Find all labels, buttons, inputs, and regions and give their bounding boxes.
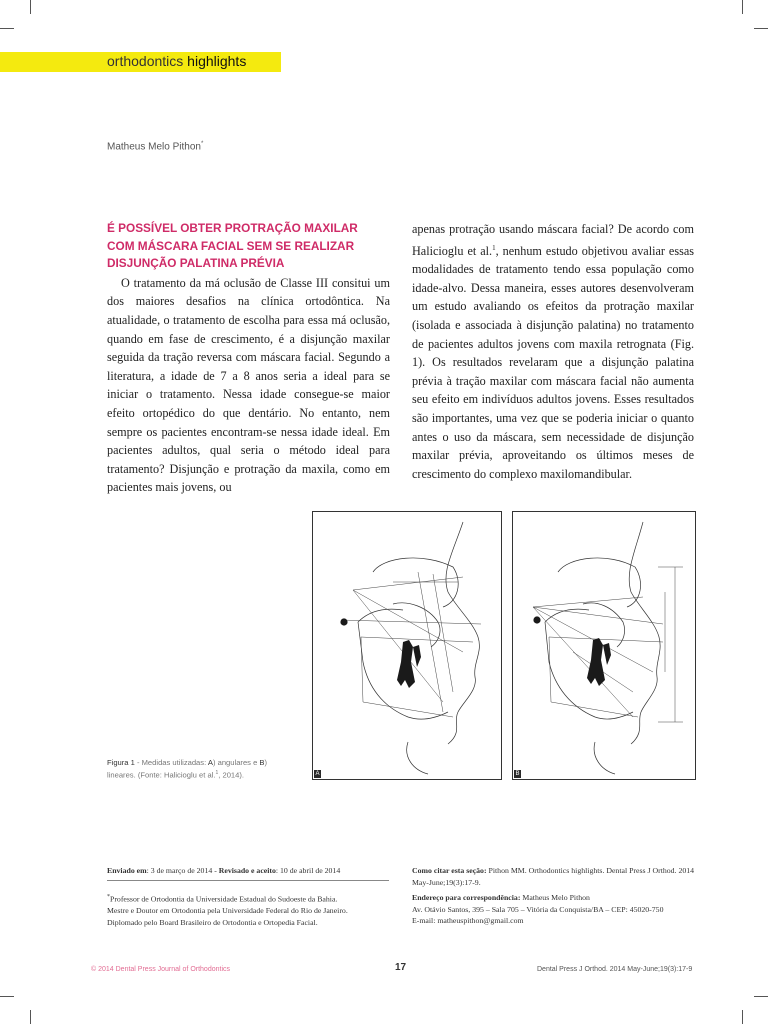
email-line: E-mail: matheuspithon@gmail.com — [412, 916, 524, 925]
figure-caption — [107, 758, 297, 781]
caption-label: Figura 1 — [107, 758, 135, 767]
affiliation-line-1-text: Professor de Ortodontia da Universidade Estadual do Sudoeste da Bahia. — [110, 894, 338, 904]
title-line-3: DISJUNÇÃO PALATINA PRÉVIA — [107, 256, 285, 271]
paragraph-2-part-a: apenas protração usando máscara facial? De acordo com Halicioglu et al. — [412, 222, 694, 258]
footnote-divider — [107, 880, 389, 881]
author-mark: * — [200, 141, 204, 147]
cephalometric-tracing-angular — [313, 512, 501, 779]
caption-text-c: ) lineares. (Fonte: Halicioglu et al. — [107, 758, 268, 780]
caption-text-b: ) angulares e — [212, 758, 260, 767]
affiliation-mark: * — [107, 894, 110, 900]
affiliation-line-1 — [107, 892, 397, 905]
section-header-bold: highlights — [187, 53, 247, 69]
figure-b-label: B — [515, 771, 520, 777]
column-right — [412, 220, 694, 483]
crop-mark — [30, 0, 31, 14]
caption-text-d: , 2014). — [218, 770, 245, 780]
caption-reference-mark: 1 — [215, 770, 219, 776]
paragraph-2 — [412, 220, 694, 483]
affiliation-line-3: Diplomado pelo Board Brasileiro de Ortodontia e Ortopedia Facial. — [107, 917, 318, 927]
section-header-light: orthodontics — [107, 53, 184, 69]
paragraph-2-part-b: , nenhum estudo objetivou avaliar essas modalidades de tratamento tendo essa população como idade-alvo. Dessa maneira, esses autores desenvolveram um estudo avaliando os efeitos da protração maxilar (isolada e associada à disjunção palatina) no tratamento de pacientes adultos jovens com maxila retrognata (Fig. 1). Os resultados revelaram que a disjunção palatina prévia à tração maxilar com máscara facial não aumenta seu efeito em indivíduos adultos jovens. Esses resultados são importantes, uma vez que se poderia iniciar o quanto antes o uso da máscara, sem necessidade de disjunção maxilar prévia, aproveitando os últimos meses de crescimento do complexo maxilomandibular. — [412, 243, 694, 481]
cite-value: Pithon MM. Orthodontics highlights. Dental Press J Orthod. 2014 May-June;19(3):17-9. — [412, 866, 695, 887]
crop-mark — [742, 1010, 743, 1024]
column-left — [107, 220, 390, 497]
title-line-1: É POSSÍVEL OBTER PROTRAÇÃO MAXILAR — [107, 221, 358, 235]
address-label: Endereço para correspondência: — [412, 893, 521, 902]
caption-text-a: - Medidas utilizadas: — [134, 758, 208, 767]
address-name: Matheus Melo Pithon — [520, 893, 590, 902]
figure-b — [512, 511, 696, 780]
author-name: Matheus Melo Pithon — [107, 141, 201, 153]
crop-mark — [754, 996, 768, 997]
crop-mark — [754, 28, 768, 29]
affiliation-line-2: Mestre e Doutor em Ortodontia pela Universidade Federal do Rio de Janeiro. — [107, 906, 348, 916]
revised-value: : 10 de abril de 2014 — [275, 866, 341, 875]
crop-mark — [0, 28, 14, 29]
caption-letter-a: A — [207, 758, 213, 767]
title-line-2: COM MÁSCARA FACIAL SEM SE REALIZAR — [107, 238, 355, 253]
caption-letter-b: B — [259, 758, 265, 767]
cite-label: Como citar esta seção: — [412, 866, 487, 875]
crop-mark — [742, 0, 743, 14]
crop-mark — [0, 996, 14, 997]
submission-dates — [107, 865, 340, 877]
footer-citation: Dental Press J Orthod. 2014 May-June;19(3):17-9 — [537, 966, 693, 973]
author-affiliation — [107, 892, 397, 928]
correspondence — [412, 892, 697, 904]
cephalometric-tracing-linear — [513, 512, 695, 779]
sent-value: : 3 de março de 2014 - — [146, 866, 219, 875]
figure-a-label: A — [315, 771, 320, 777]
sent-label: Enviado em — [107, 866, 147, 875]
crop-mark — [30, 1010, 31, 1024]
address-line: Av. Otávio Santos, 395 – Sala 705 – Vitória da Conquista/BA – CEP: 45020-750 — [412, 904, 664, 914]
page-number: 17 — [395, 962, 407, 973]
author-line — [107, 141, 203, 152]
how-to-cite — [412, 865, 697, 888]
revised-label: Revisado e aceito — [218, 866, 276, 875]
paragraph-1: O tratamento da má oclusão de Classe III consitui um dos maiores desafios na clínica ortodôntica. Na atualidade, o tratamento de escolha para essa má oclusão, quando em fase de crescimento, é a disjunção maxilar seguida da tração reversa com máscara facial. Segundo a literatura, a idade de 7 a 8 anos seria a ideal para se iniciar o tratamento. Nessa idade consegue-se maior efeito ortopédico do que dentário. No entanto, nem sempre os pacientes encontram-se nessa idade ideal. Em pacientes adultos, qual seria o método ideal para tratamento? Disjunção e protração da maxila, como em pacientes mais jovens, ou — [107, 275, 390, 495]
article-title — [107, 220, 390, 273]
figure-a — [312, 511, 502, 780]
reference-mark: 1 — [492, 243, 496, 252]
footer-copyright: © 2014 Dental Press Journal of Orthodontics — [91, 966, 231, 973]
citation-block — [412, 865, 697, 927]
section-header — [107, 53, 246, 69]
